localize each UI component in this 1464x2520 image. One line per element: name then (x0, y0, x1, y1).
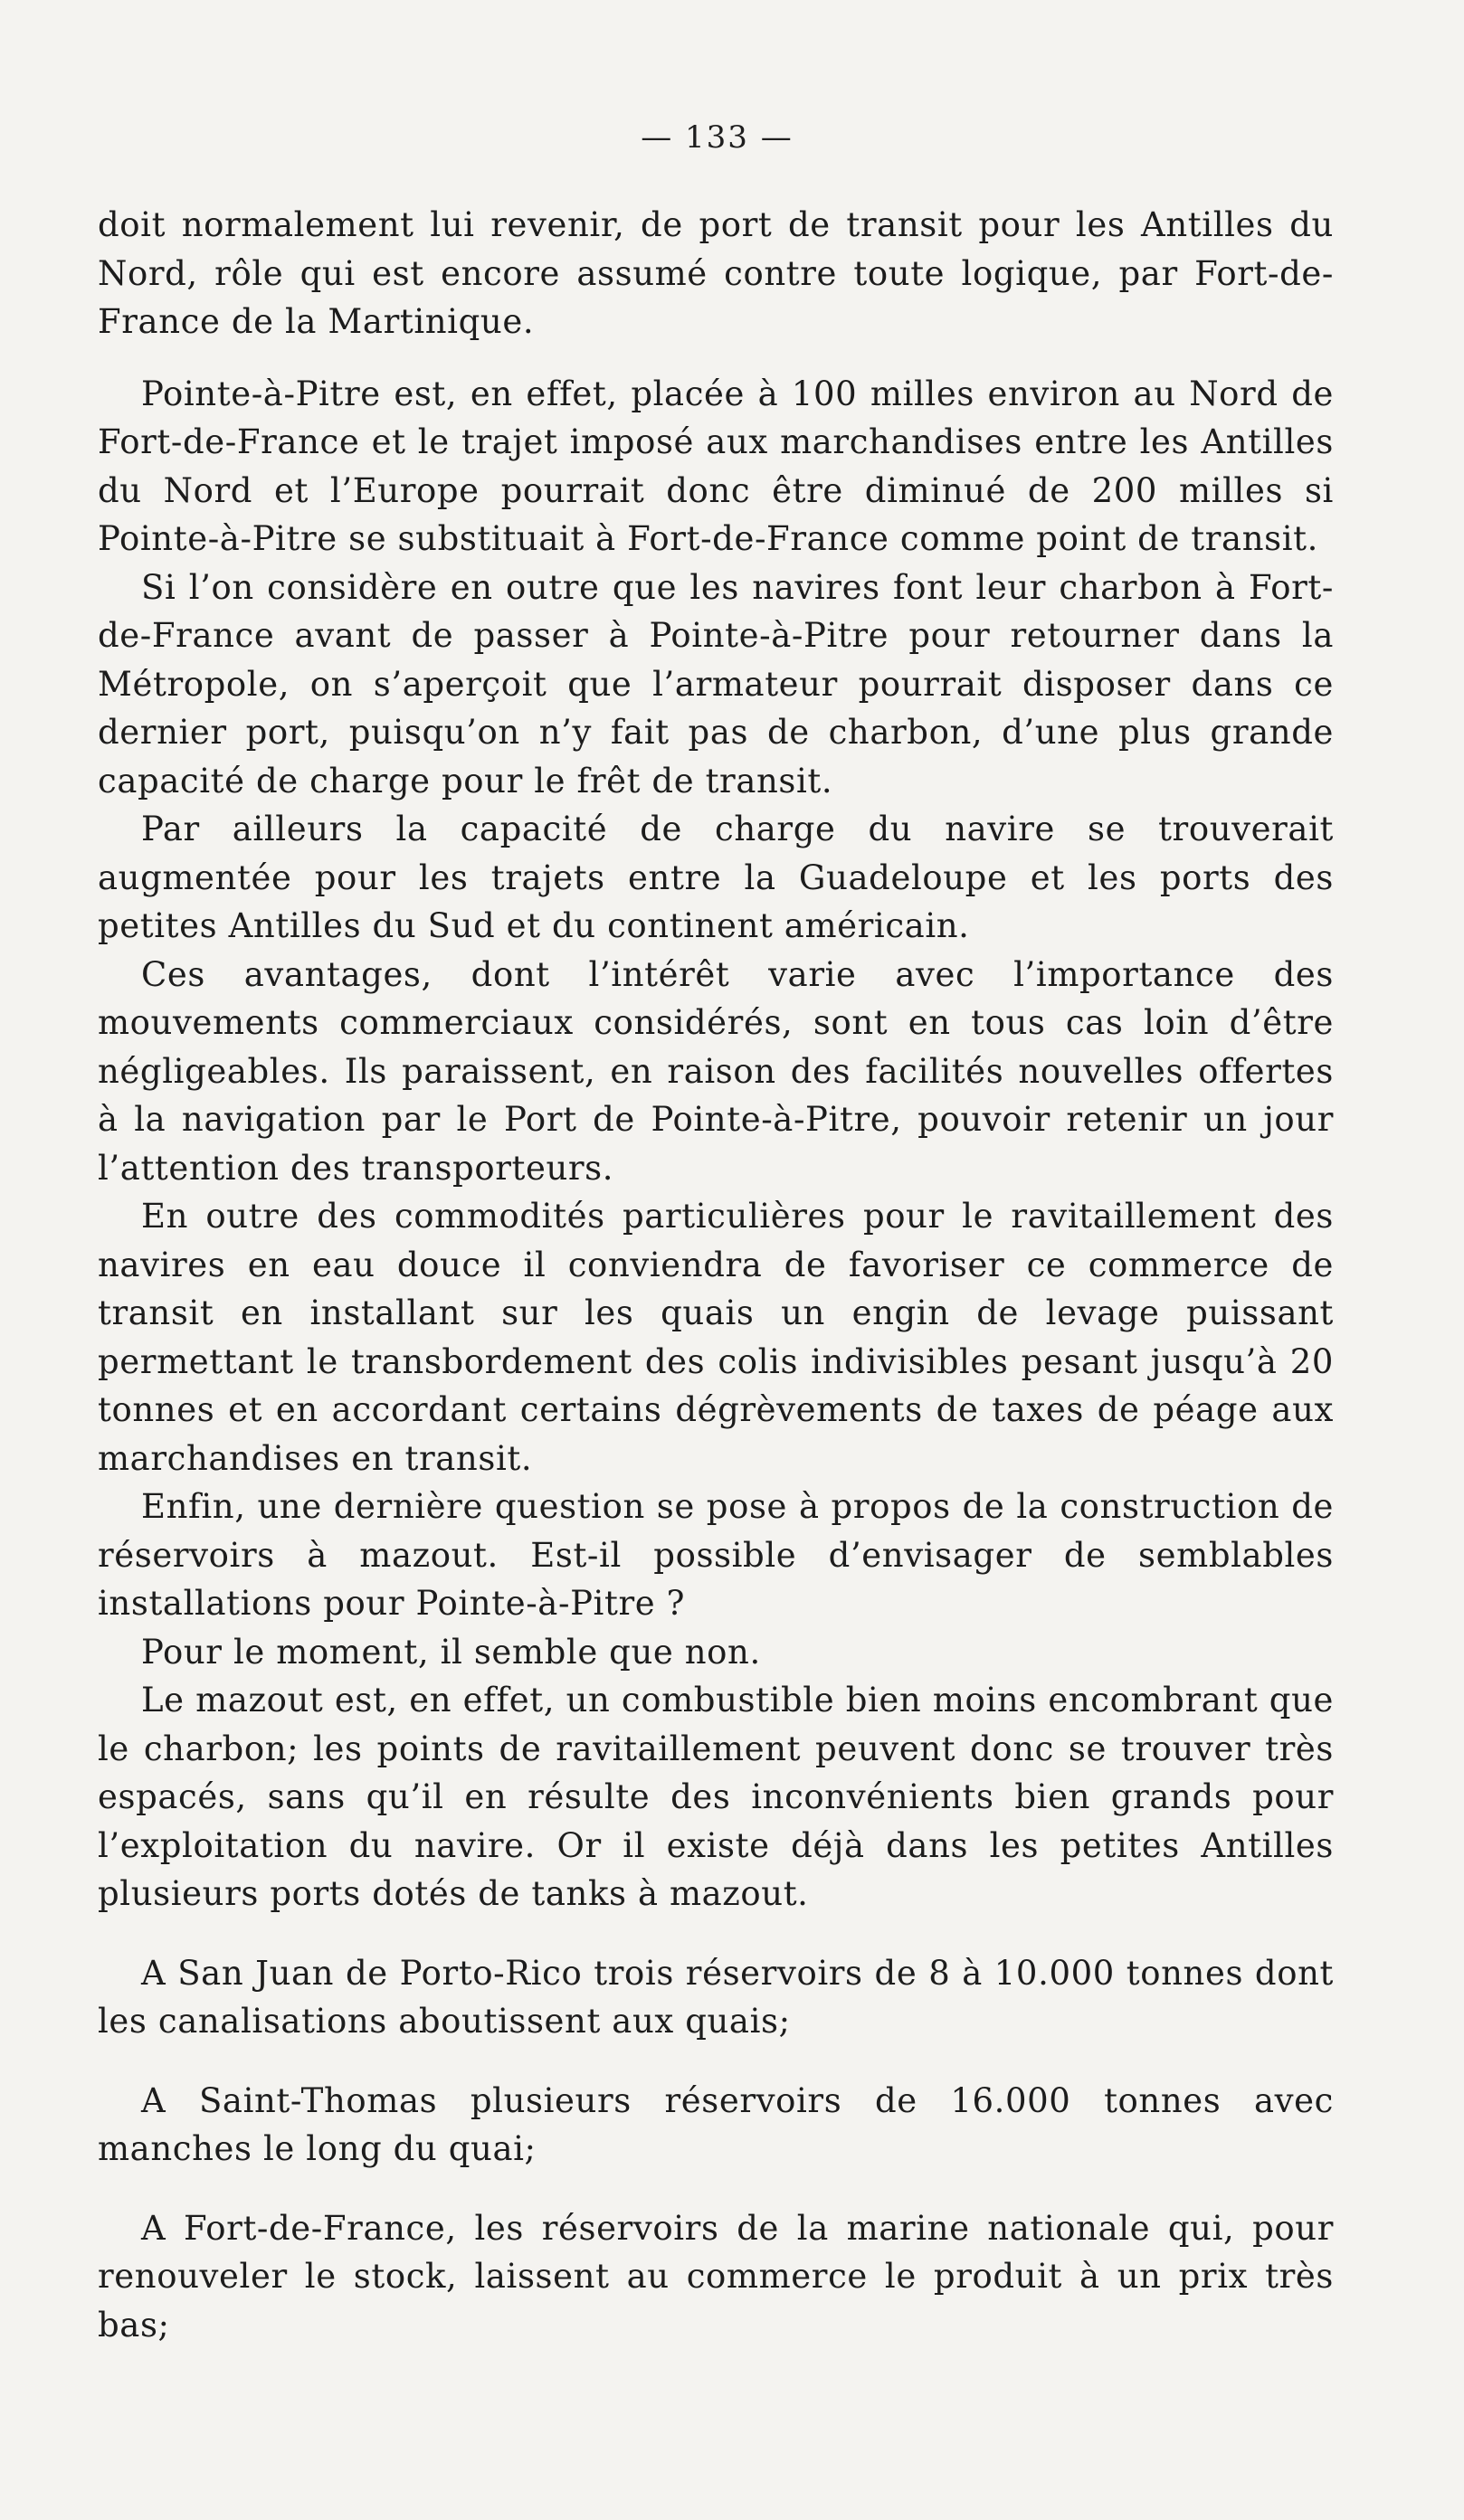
paragraph-6: En outre des commodités particulières pour le ravitaillement des navires en eau douce il conviendra de favoriser ce commerce de transit en installant sur les quais un engin de levage puissant permettant le transbordement des colis indivisibles pesant jusqu’à 20 tonnes et en accordant certains dégrèvements de taxes de péage aux marchandises en transit. (98, 1197, 1334, 1478)
paragraph-4: Par ailleurs la capacité de charge du navire se trouverait augmentée pour les trajets entre la Guadeloupe et les ports des petites Antilles du Sud et du continent américain. (98, 810, 1334, 945)
paragraph-5: Ces avantages, dont l’intérêt varie avec l’importance des mouvements commerciaux considérés, sont en tous cas loin d’être négligeables. Ils paraissent, en raison des facilités nouvelles offertes à la navigation par le Port de Pointe-à-Pitre, pouvoir retenir un jour l’attention des transporteurs. (98, 954, 1334, 1188)
paragraph-7: Enfin, une dernière question se pose à propos de la construction de réservoirs à mazout. Est-il possible d’envisager de semblables installations pour Pointe-à-Pitre ? (98, 1487, 1334, 1623)
paragraph-3: Si l’on considère en outre que les navires font leur charbon à Fort-de-France avant de passer à Pointe-à-Pitre pour retourner dans la Métropole, on s’aperçoit que l’armateur pourrait disposer dans ce dernier port, puisqu’on n’y fait pas de charbon, d’une plus grande capacité de charge pour le frêt de transit. (98, 567, 1334, 801)
paragraph-9: Le mazout est, en effet, un combustible bien moins encombrant que le charbon; les points de ravitaillement peuvent donc se trouver très espacés, sans qu’il en résulte des inconvénients bien grands pour l’exploitation du navire. Or il existe déjà dans les petites Antilles plusieurs ports dotés de tanks à mazout. (98, 1681, 1334, 1913)
paragraph-12: A Fort-de-France, les réservoirs de la marine nationale qui, pour renouveler le stock, laissent au commerce le produit à un prix très bas; (98, 2208, 1334, 2345)
paragraph-8: Pour le moment, il semble que non. (141, 1632, 761, 1672)
page-number: — 133 — (641, 119, 794, 156)
paragraph-1: doit normalement lui revenir, de port de transit pour les Antilles du Nord, rôle qui est encore assumé contre toute logique, par Fort-de-France de la Martinique. (98, 205, 1334, 341)
paragraph-11: A Saint-Thomas plusieurs réservoirs de 16.000 tonnes avec manches le long du quai; (98, 2080, 1334, 2168)
body-text (98, 201, 1334, 2349)
paragraph-10: A San Juan de Porto-Rico trois réservoirs de 8 à 10.000 tonnes dont les canalisations aboutissent aux quais; (98, 1953, 1334, 2041)
paragraph-2: Pointe-à-Pitre est, en effet, placée à 100 milles environ au Nord de Fort-de-France et le trajet imposé aux marchandises entre les Antilles du Nord et l’Europe pourrait donc être diminué de 200 milles si Pointe-à-Pitre se substituait à Fort-de-France comme point de transit. (98, 374, 1334, 558)
